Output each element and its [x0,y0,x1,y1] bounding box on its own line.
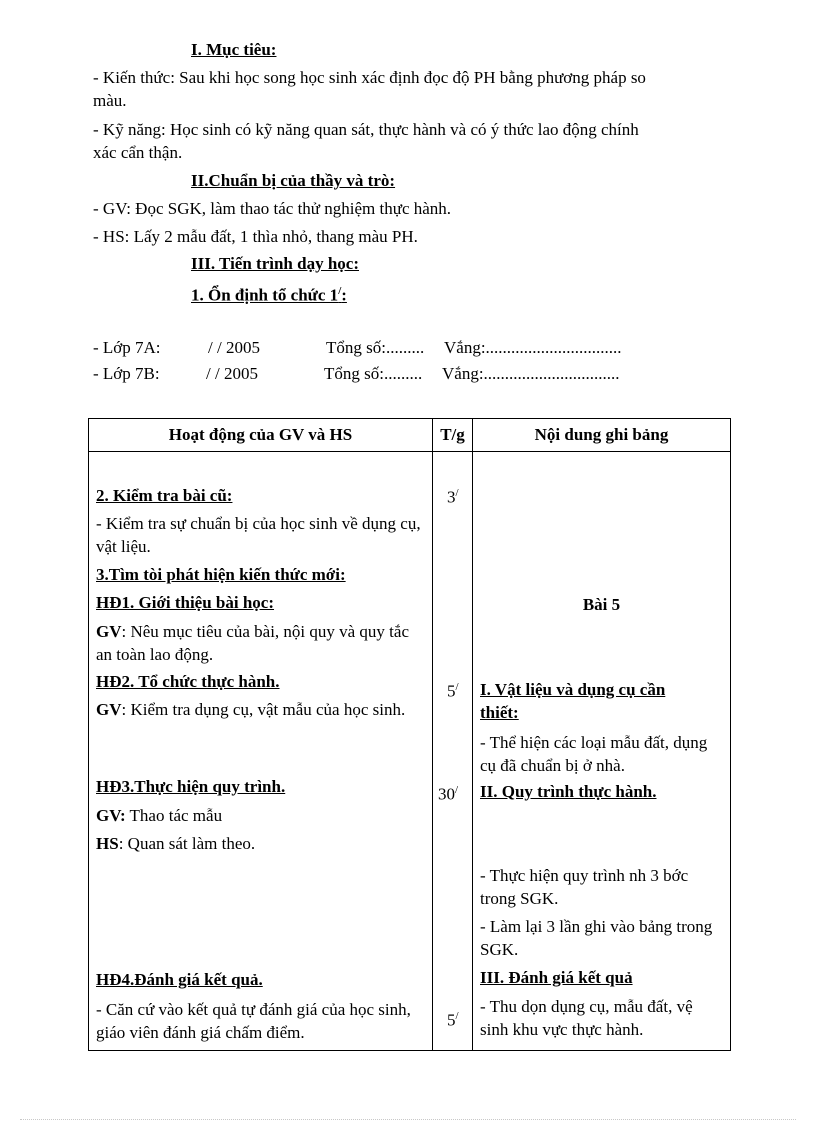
lesson-number: Bài 5 [582,595,621,614]
board-content-cell [473,452,731,1051]
time-value: 30/ [438,784,459,804]
discover-title: 3.Tìm tòi phát hiện kiến thức mới: [96,565,346,584]
check-text: - Kiểm tra sự chuẩn bị của học sinh về dụng cụ, vật liệu. [96,514,421,556]
skills-line: - Kỹ năng: Học sinh có kỹ năng quan sát, thực hành và có ý thức lao động chính [93,120,639,139]
knowledge-line-cont: màu. [93,91,127,110]
activities-header: Hoạt động của GV và HS [89,419,433,452]
hd2-text: GV: Kiểm tra dụng cụ, vật mẫu của học sinh. [96,700,406,719]
hd1-title: HĐ1. Giới thiệu bài học: [96,593,275,612]
process-text: - Làm lại 3 lần ghi vào bảng trong SGK. [480,917,713,959]
knowledge-line: - Kiến thức: Sau khi học song học sinh xác định đọc độ PH bằng phương pháp so [93,68,646,87]
time-value: 5/ [447,1010,459,1030]
lesson-table [88,418,731,1051]
attendance-date: / / 2005 [208,338,260,357]
hd2-title: HĐ2. Tổ chức thực hành. [96,672,280,691]
board-content-header: Nội dung ghi bảng [473,419,731,452]
page-divider [20,1119,796,1120]
table-body-row [89,452,731,1051]
hd3-teacher: GV: Thao tác mẫu [96,806,223,825]
class-name: - Lớp 7A: [93,338,161,357]
student-preparation: - HS: Lấy 2 mẫu đất, 1 thìa nhỏ, thang màu PH. [93,227,418,246]
attendance-row [93,363,620,385]
process-title: III. Tiến trình dạy học: [191,254,359,273]
attendance-absent: Vắng:................................ [442,364,620,383]
activities-cell [89,452,433,1051]
attendance-absent: Vắng:................................ [444,338,622,357]
preparation-title: II.Chuẩn bị của thầy và trò: [191,171,396,190]
hd4-text: - Căn cứ vào kết quả tự đánh giá của học sinh, giáo viên đánh giá chấm điểm. [96,1000,411,1042]
class-name: - Lớp 7B: [93,364,160,383]
teacher-preparation: - GV: Đọc SGK, làm thao tác thử nghiệm thực hành. [93,199,452,218]
time-value: 3/ [447,487,459,507]
skills-line-cont: xác cẩn thận. [93,143,183,162]
attendance-date: / / 2005 [206,364,258,383]
materials-text: - Thể hiện các loại mẫu đất, dụng cụ đã chuẩn bị ở nhà. [480,733,708,775]
table-header-row [89,419,731,452]
hd3-title: HĐ3.Thực hiện quy trình. [96,777,286,796]
organization-subtitle: 1. Ổn định tổ chức 1/: [191,285,347,305]
hd4-title: HĐ4.Đánh giá kết quả. [96,970,263,989]
hd3-student: HS: Quan sát làm theo. [96,834,256,853]
evaluation-title: III. Đánh giá kết quả [480,968,633,987]
attendance-total: Tổng số:......... [324,364,423,383]
materials-title: I. Vật liệu và dụng cụ cần thiết: [480,680,666,722]
objectives-title: I. Mục tiêu: [191,40,277,59]
hd1-text: GV: Nêu mục tiêu của bài, nội quy và quy tắc an toàn lao động. [96,622,409,664]
attendance-total: Tổng số:......... [326,338,425,357]
time-value: 5/ [447,681,459,701]
time-cell [433,452,473,1051]
check-title: 2. Kiểm tra bài cũ: [96,486,233,505]
process-title: II. Quy trình thực hành. [480,782,657,801]
attendance-row [93,337,622,359]
process-text: - Thực hiện quy trình nh 3 bớc trong SGK. [480,866,689,908]
time-header: T/g [433,419,473,452]
evaluation-text: - Thu dọn dụng cụ, mẫu đất, vệ sinh khu vực thực hành. [480,997,693,1039]
